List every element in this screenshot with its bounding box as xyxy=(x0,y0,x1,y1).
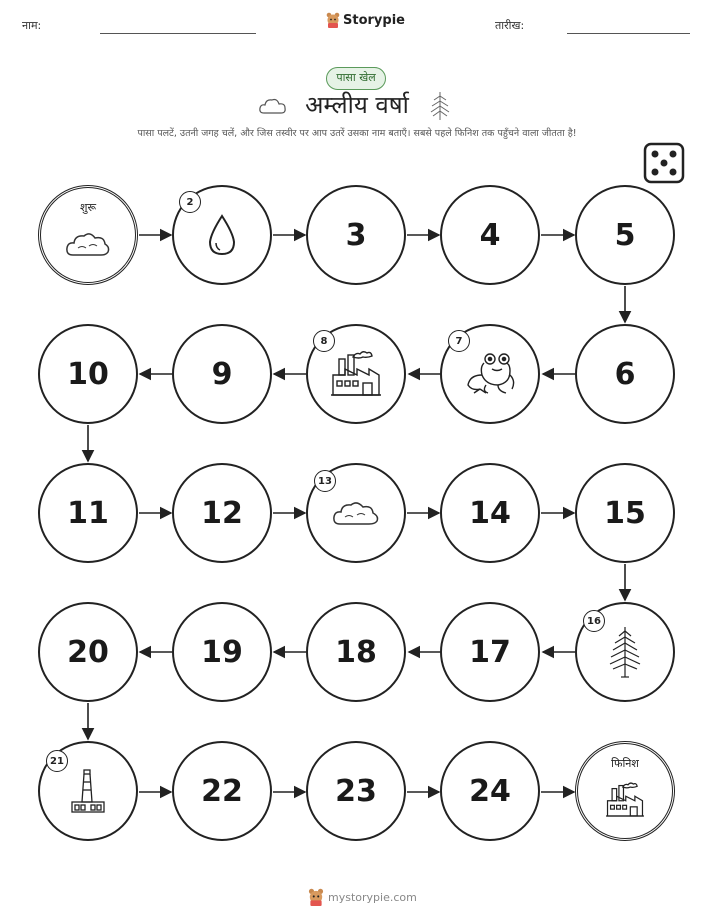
cell-number: 12 xyxy=(201,495,243,531)
board-cell-3[interactable] xyxy=(306,185,406,285)
board-cell-23[interactable] xyxy=(306,741,406,841)
cell-number-badge: 21 xyxy=(46,750,68,772)
cell-number-badge: 13 xyxy=(314,470,336,492)
board-cell-6[interactable] xyxy=(575,324,675,424)
factory-icon xyxy=(604,781,646,819)
tree-icon xyxy=(605,623,645,681)
board-cell-9[interactable] xyxy=(172,324,272,424)
cell-number: 15 xyxy=(604,495,646,531)
cell-number: 20 xyxy=(67,634,109,670)
cell-number-badge: 8 xyxy=(313,330,335,352)
cell-number: 17 xyxy=(469,634,511,670)
board-cell-10[interactable] xyxy=(38,324,138,424)
game-type-badge: पासा खेल xyxy=(326,67,386,90)
brand-name: Storypie xyxy=(343,12,405,28)
name-label: नाम: xyxy=(22,19,42,32)
cell-number: 23 xyxy=(335,773,377,809)
cell-number: 3 xyxy=(345,217,367,253)
cell-number-badge: 7 xyxy=(448,330,470,352)
cell-number: 19 xyxy=(201,634,243,670)
start-label: शुरू xyxy=(79,201,97,214)
footer-url[interactable]: mystorypie.com xyxy=(328,890,417,904)
cloud-icon xyxy=(331,498,381,528)
board-cell-20[interactable] xyxy=(38,602,138,702)
droplet-icon xyxy=(205,213,239,257)
board-cell-5[interactable] xyxy=(575,185,675,285)
board-cell-24[interactable] xyxy=(440,741,540,841)
board-cell-22[interactable] xyxy=(172,741,272,841)
board-cell-12[interactable] xyxy=(172,463,272,563)
cell-number: 24 xyxy=(469,773,511,809)
cell-number: 11 xyxy=(67,495,109,531)
board-cell-15[interactable] xyxy=(575,463,675,563)
cell-number: 18 xyxy=(335,634,377,670)
cell-number: 6 xyxy=(614,356,636,392)
board-cell-finish[interactable] xyxy=(575,741,675,841)
cell-number: 4 xyxy=(479,217,501,253)
footer xyxy=(308,888,417,906)
board-cell-17[interactable] xyxy=(440,602,540,702)
cell-number: 5 xyxy=(614,217,636,253)
board-cell-11[interactable] xyxy=(38,463,138,563)
chimney-icon xyxy=(70,768,106,814)
cell-number: 10 xyxy=(67,356,109,392)
date-label: तारीख: xyxy=(495,19,525,32)
board-cell-19[interactable] xyxy=(172,602,272,702)
cell-number-badge: 16 xyxy=(583,610,605,632)
cell-number-badge: 2 xyxy=(179,191,201,213)
board-cell-4[interactable] xyxy=(440,185,540,285)
cell-number: 9 xyxy=(211,356,233,392)
page-title: अम्लीय वर्षा xyxy=(305,91,409,119)
board-cell-18[interactable] xyxy=(306,602,406,702)
board-cell-start[interactable] xyxy=(38,185,138,285)
cell-number: 14 xyxy=(469,495,511,531)
factory-icon xyxy=(329,349,383,399)
cloud-icon xyxy=(64,228,112,260)
frog-icon xyxy=(462,351,518,397)
instructions: पासा पलटें, उतनी जगह चलें, और जिस तस्वीर पर आप उतरें उसका नाम बताएँ। सबसे पहले फिनिश तक पहुँचने वाला जीतता है! xyxy=(137,128,577,139)
bear-icon xyxy=(308,888,324,906)
cell-number: 22 xyxy=(201,773,243,809)
finish-label: फिनिश xyxy=(611,757,639,770)
board-cell-14[interactable] xyxy=(440,463,540,563)
